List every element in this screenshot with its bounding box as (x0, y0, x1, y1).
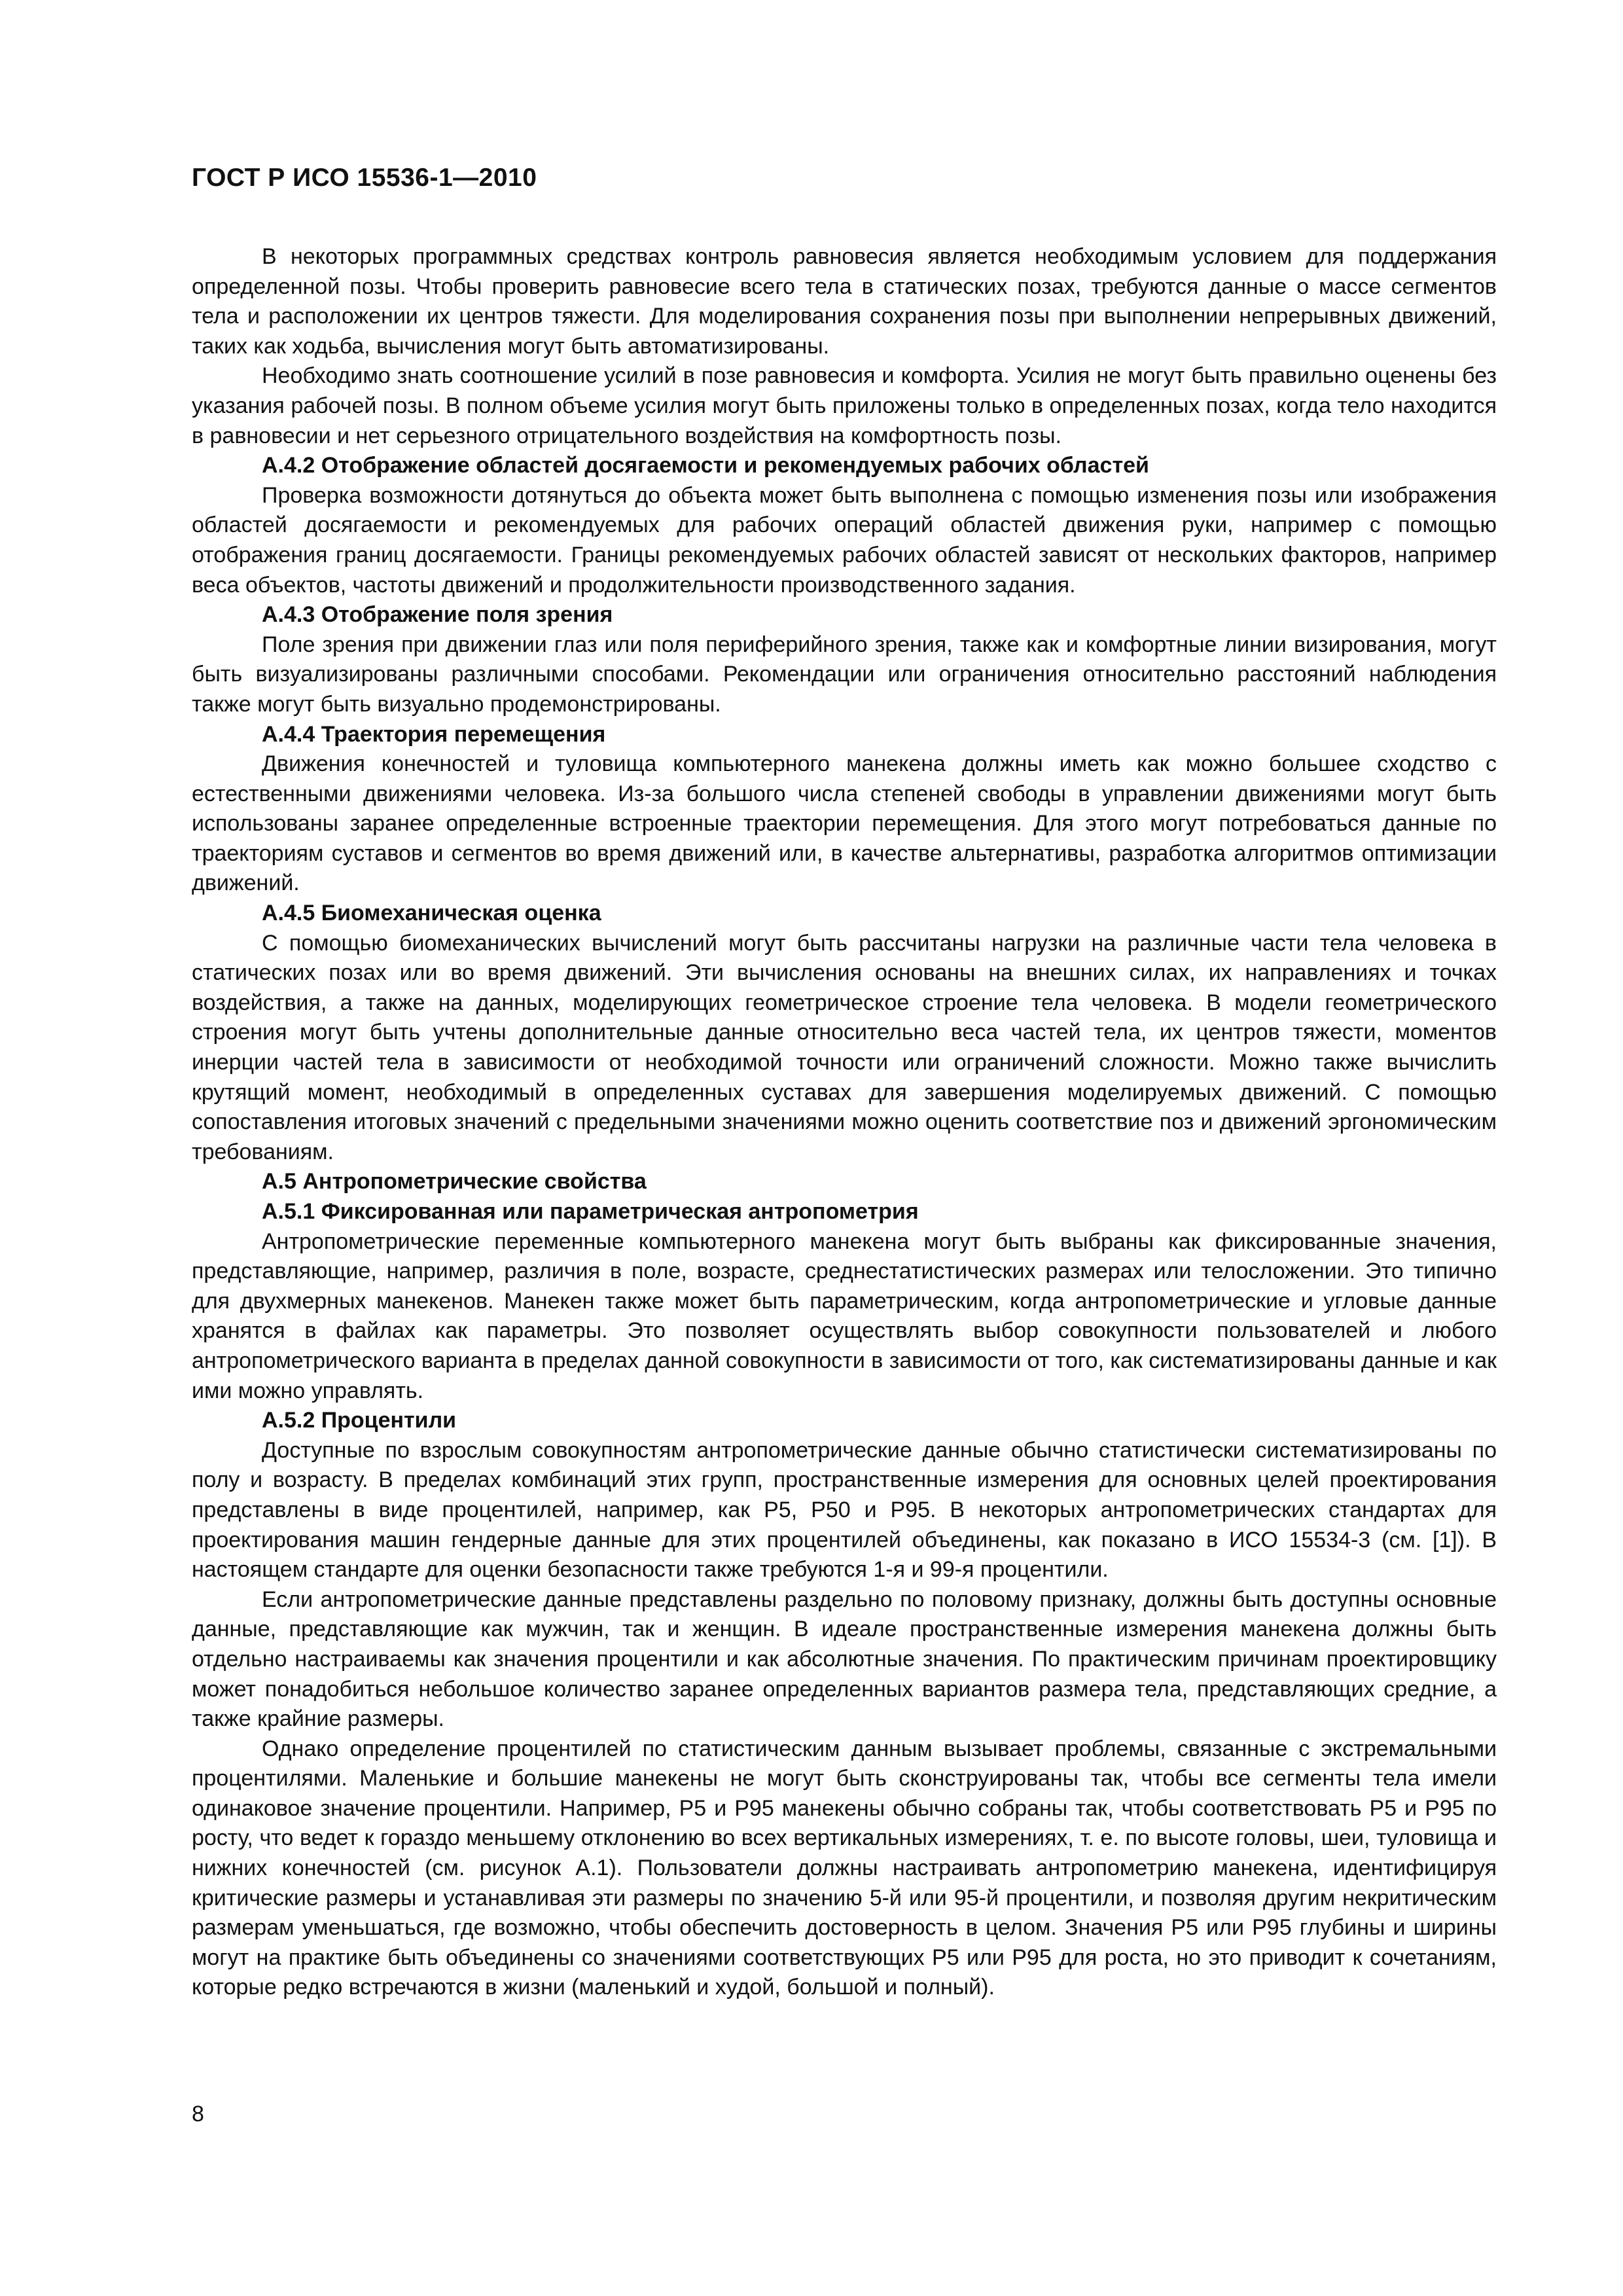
paragraph: Поле зрения при движении глаз или поля периферийного зрения, также как и комфортные линии визирования, могут быть визуализированы различными способами. Рекомендации или ограничения относительно расстояний наблюдения также могут быть визуально продемонстрированы. (192, 632, 1497, 717)
paragraph: Доступные по взрослым совокупностям антропометрические данные обычно статистически систематизированы по полу и возрасту. В пределах комбинаций этих групп, пространственные измерения для основных целей проектирования представлены в виде процентилей, например, как Р5, Р50 и Р95. В некоторых антропометрических стандартах для проектирования машин гендерные данные для этих процентилей объединены, как показано в ИСО 15534-3 (см. [1]). В настоящем стандарте для оценки безопасности также требуются 1-я и 99-я процентили. (192, 1437, 1497, 1583)
paragraph: Однако определение процентилей по статистическим данным вызывает проблемы, связанные с экстремальными процентилями. Маленькие и большие манекены не могут быть сконструированы так, чтобы все сегменты тела имели одинаковое значение процентили. Например, Р5 и Р95 манекены обычно собраны так, чтобы соответствовать Р5 и Р95 по росту, что ведет к гораздо меньшему отклонению во всех вертикальных измерениях, т. е. по высоте головы, шеи, туловища и нижних конечностей (см. рисунок А.1). Пользователи должны настраивать антропометрию манекена, идентифицируя критические размеры и устанавливая эти размеры по значению 5-й или 95-й процентили, и позволяя другим некритическим размерам уменьшаться, где возможно, чтобы обеспечить достоверность в целом. Значения Р5 или Р95 глубины и ширины могут на практике быть объединены со значениями соответствующих Р5 или Р95 для роста, но это приводит к сочетаниям, которые редко встречаются в жизни (маленький и худой, большой и полный). (192, 1736, 1497, 2000)
section-heading-a42: А.4.2 Отображение областей досягаемости и рекомендуемых рабочих областей (262, 453, 1149, 478)
document-body (192, 242, 1497, 2003)
section-heading-a51: А.5.1 Фиксированная или параметрическая антропометрия (262, 1199, 919, 1224)
paragraph: Движения конечностей и туловища компьютерного манекена должны иметь как можно большее сходство с естественными движениями человека. Из-за большого числа степеней свободы в управлении движениями могут быть использованы заранее определенные встроенные траектории перемещения. Для этого могут потребоваться данные по траекториям суставов и сегментов во время движений или, в качестве альтернативы, разработка алгоритмов оптимизации движений. (192, 751, 1497, 896)
section-heading-a52: А.5.2 Процентили (262, 1408, 457, 1433)
paragraph: Проверка возможности дотянуться до объекта может быть выполнена с помощью изменения позы или изображения областей досягаемости и рекомендуемых для рабочих операций областей движения руки, например с помощью отображения границ досягаемости. Границы рекомендуемых рабочих областей зависят от нескольких факторов, например веса объектов, частоты движений и продолжительности производственного задания. (192, 482, 1497, 598)
paragraph: В некоторых программных средствах контроль равновесия является необходимым условием для поддержания определенной позы. Чтобы проверить равновесие всего тела в статических позах, требуются данные о массе сегментов тела и расположении их центров тяжести. Для моделирования сохранения позы при выполнении непрерывных движений, таких как ходьба, вычисления могут быть автоматизированы. (192, 244, 1497, 359)
paragraph: Если антропометрические данные представлены раздельно по половому признаку, должны быть доступны основные данные, представляющие как мужчин, так и женщин. В идеале пространственные измерения манекена должны быть отдельно настраиваемы как значения процентили и как абсолютные значения. По практическим причинам проектировщику может понадобиться небольшое количество заранее определенных вариантов размера тела, представляющих средние, а также крайние размеры. (192, 1587, 1497, 1732)
section-heading-a45: А.4.5 Биомеханическая оценка (262, 901, 601, 926)
document-header: ГОСТ Р ИСО 15536-1—2010 (192, 164, 537, 192)
section-heading-a44: А.4.4 Траектория перемещения (262, 721, 606, 747)
paragraph: С помощью биомеханических вычислений могут быть рассчитаны нагрузки на различные части тела человека в статических позах или во время движений. Эти вычисления основаны на внешних силах, их направлениях и точках воздействия, а также на данных, моделирующих геометрическое строение тела человека. В модели геометрического строения могут быть учтены дополнительные данные относительно веса частей тела, их центров тяжести, моментов инерции частей тела в зависимости от необходимой точности или ограничений сложности. Можно также вычислить крутящий момент, необходимый в определенных суставах для завершения моделируемых движений. С помощью сопоставления итоговых значений с предельными значениями можно оценить соответствие поз и движений эргономическим требованиям. (192, 930, 1497, 1164)
page-number: 8 (192, 2102, 204, 2126)
section-heading-a5: А.5 Антропометрические свойства (262, 1169, 647, 1194)
paragraph: Антропометрические переменные компьютерного манекена могут быть выбраны как фиксированные значения, представляющие, например, различия в поле, возрасте, среднестатистических размерах или телосложении. Это типично для двухмерных манекенов. Манекен также может быть параметрическим, когда антропометрические и угловые данные хранятся в файлах как параметры. Это позволяет осуществлять выбор совокупности пользователей и любого антропометрического варианта в пределах данной совокупности в зависимости от того, как систематизированы данные и как ими можно управлять. (192, 1229, 1497, 1403)
paragraph: Необходимо знать соотношение усилий в позе равновесия и комфорта. Усилия не могут быть правильно оценены без указания рабочей позы. В полном объеме усилия могут быть приложены только в определенных позах, когда тело находится в равновесии и нет серьезного отрицательного воздействия на комфортность позы. (192, 363, 1497, 448)
section-heading-a43: А.4.3 Отображение поля зрения (262, 602, 613, 628)
